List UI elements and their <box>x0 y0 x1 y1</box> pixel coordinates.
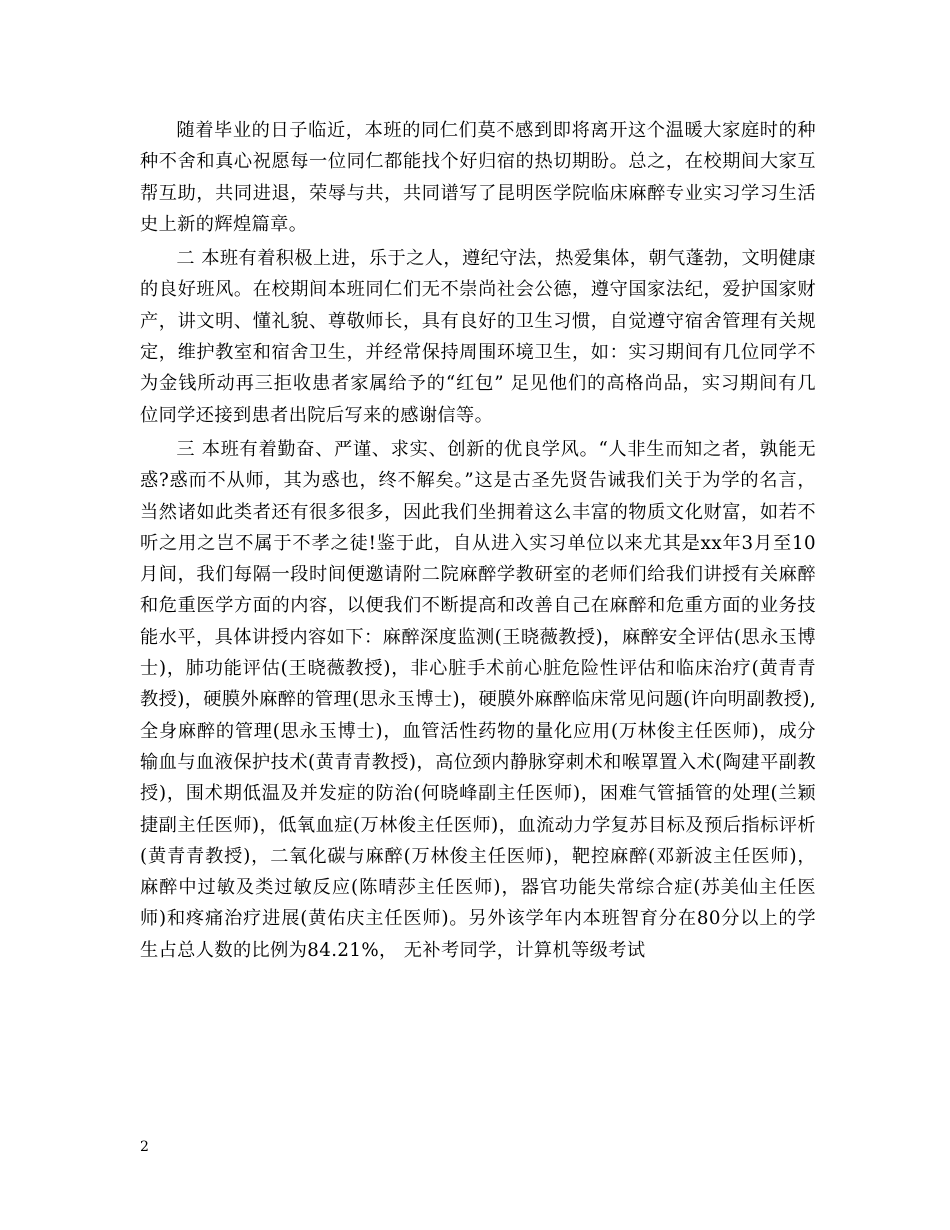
paragraph-2: 二 本班有着积极上进，乐于之人，遵纪守法，热爱集体，朝气蓬勃，文明健康的良好班风。在校期间本班同仁们无不崇尚社会公德，遵守国家法纪，爱护国家财产，讲文明、懂礼貌、尊敬师长，具有良好的卫生习惯，自觉遵守宿舍管理有关规定，维护教室和宿舍卫生，并经常保持周围环境卫生，如：实习期间有几位同学不为金钱所动再三拒收患者家属给予的“红包” 足见他们的高格尚品，实习期间有几位同学还接到患者出院后写来的感谢信等。 <box>140 248 816 426</box>
paragraph-1: 随着毕业的日子临近，本班的同仁们莫不感到即将离开这个温暖大家庭时的种种不舍和真心祝愿每一位同仁都能找个好归宿的热切期盼。总之，在校期间大家互帮互助，共同进退，荣辱与共，共同谱写了昆明医学院临床麻醉专业实习学习生活史上新的辉煌篇章。 <box>140 120 816 235</box>
paragraph-3: 三 本班有着勤奋、严谨、求实、创新的优良学风。“人非生而知之者，孰能无惑?惑而不从师，其为惑也，终不解矣。”这是古圣先贤告诫我们关于为学的名言，当然诸如此类者还有很多很多，因此我们坐拥着这么丰富的物质文化财富，如若不听之用之岂不属于不孝之徒!鉴于此，自从进入实习单位以来尤其是xx年3月至10月间，我们每隔一段时间便邀请附二院麻醉学教研室的老师们给我们讲授有关麻醉和危重医学方面的内容，以便我们不断提高和改善自己在麻醉和危重方面的业务技能水平，具体讲授内容如下：麻醉深度监测(王晓薇教授)，麻醉安全评估(思永玉博士)，肺功能评估(王晓薇教授)，非心脏手术前心脏危险性评估和临床治疗(黄青青教授)，硬膜外麻醉的管理(思永玉博士)，硬膜外麻醉临床常见问题(许向明副教授),全身麻醉的管理(思永玉博士)，血管活性药物的量化应用(万林俊主任医师)，成分输血与血液保护技术(黄青青教授)，高位颈内静脉穿刺术和喉罩置入术(陶建平副教授)，围术期低温及并发症的防治(何晓峰副主任医师)，困难气管插管的处理(兰颖捷副主任医师)，低氧血症(万林俊主任医师)，血流动力学复苏目标及预后指标评析(黄青青教授)，二氧化碳与麻醉(万林俊主任医师)，靶控麻醉(邓新波主任医师)，麻醉中过敏及类过敏反应(陈晴莎主任医师)，器官功能失常综合症(苏美仙主任医师)和疼痛治疗进展(黄佑庆主任医师)。另外该学年内本班智育分在80分以上的学生占总人数的比例为84.21%， 无补考同学，计算机等级考试 <box>140 438 816 961</box>
document-body <box>140 115 816 969</box>
page-number: 2 <box>140 1139 149 1155</box>
